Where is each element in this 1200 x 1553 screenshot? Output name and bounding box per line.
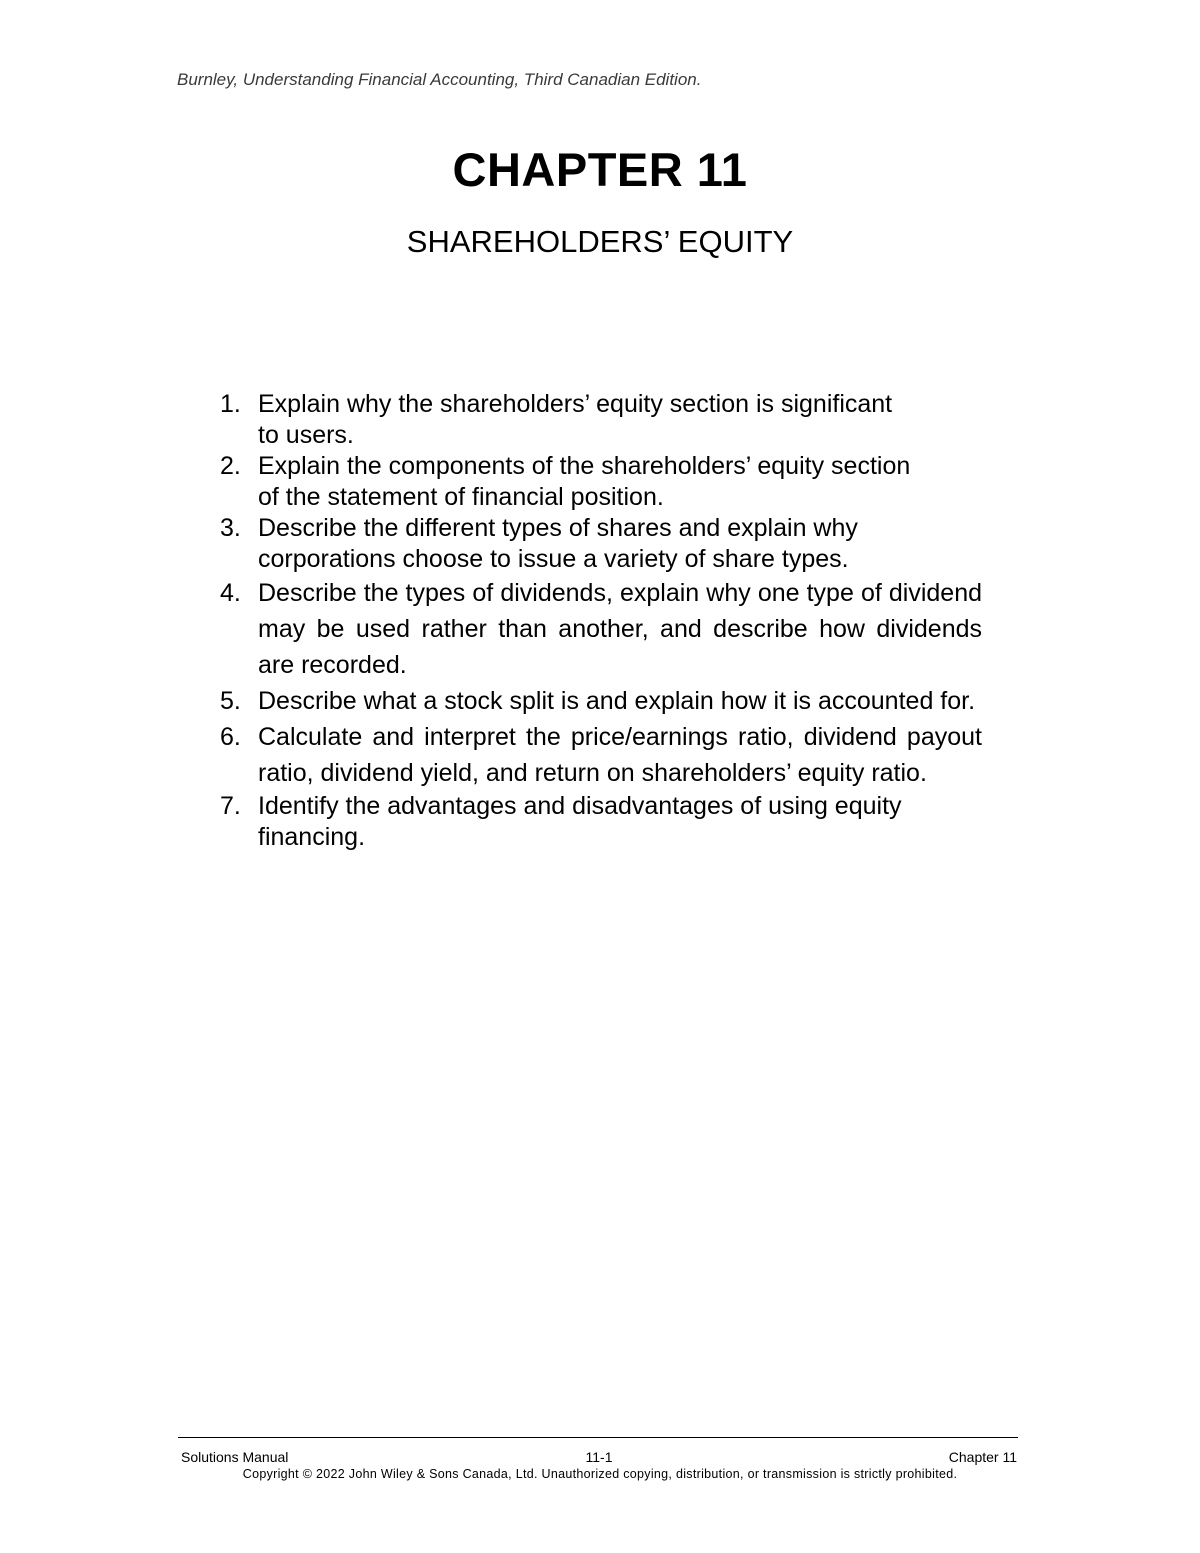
objective-line: Identify the advantages and disadvantages of using equity — [258, 792, 902, 820]
objective-line: Explain the components of the shareholders’ equity section — [258, 452, 911, 480]
objective-line: Describe the different types of shares and explain why — [258, 514, 858, 542]
objective-number: 1. — [220, 390, 241, 418]
footer-right-text: Chapter 11 — [948, 1449, 1017, 1465]
objective-line: of the statement of financial position. — [258, 483, 664, 511]
objective-number: 2. — [220, 452, 241, 480]
objective-text: Describe what a stock split is and explain how it is accounted for. — [258, 687, 976, 715]
objective-number: 5. — [220, 687, 241, 715]
copyright-notice: Copyright © 2022 John Wiley & Sons Canada, Ltd. Unauthorized copying, distribution, or transmission is strictly prohibited. — [242, 1467, 958, 1481]
objective-item — [220, 791, 982, 853]
objective-line: financing. — [258, 823, 366, 851]
objective-text: Describe the types of dividends, explain why one type of dividend may be used rather than another, and describe how dividends are recorded. — [258, 579, 982, 679]
objective-item — [220, 683, 982, 719]
objective-item — [220, 451, 982, 513]
learning-objectives-list — [220, 389, 982, 853]
objective-item — [220, 513, 982, 575]
objective-line: to users. — [258, 421, 354, 449]
objective-item — [220, 575, 982, 683]
objective-text: Calculate and interpret the price/earnings ratio, dividend payout ratio, dividend yield, and return on shareholders’ equity ratio. — [258, 723, 982, 787]
page-footer — [181, 1449, 1017, 1467]
running-header: Burnley, Understanding Financial Accounting, Third Canadian Edition. — [177, 70, 702, 89]
page-number: 11-1 — [585, 1449, 613, 1465]
objective-item — [220, 719, 982, 791]
objective-number: 7. — [220, 792, 241, 820]
objective-line: corporations choose to issue a variety of share types. — [258, 545, 849, 573]
objective-number: 3. — [220, 514, 241, 542]
chapter-subtitle: SHAREHOLDERS’ EQUITY — [406, 224, 794, 259]
chapter-title: CHAPTER 11 — [452, 143, 748, 196]
objective-number: 6. — [220, 723, 241, 751]
objective-item — [220, 389, 982, 451]
objective-line: Explain why the shareholders’ equity section is significant — [258, 390, 893, 418]
footer-left-text: Solutions Manual — [181, 1449, 289, 1465]
objective-number: 4. — [220, 579, 241, 607]
footer-divider — [178, 1437, 1018, 1438]
